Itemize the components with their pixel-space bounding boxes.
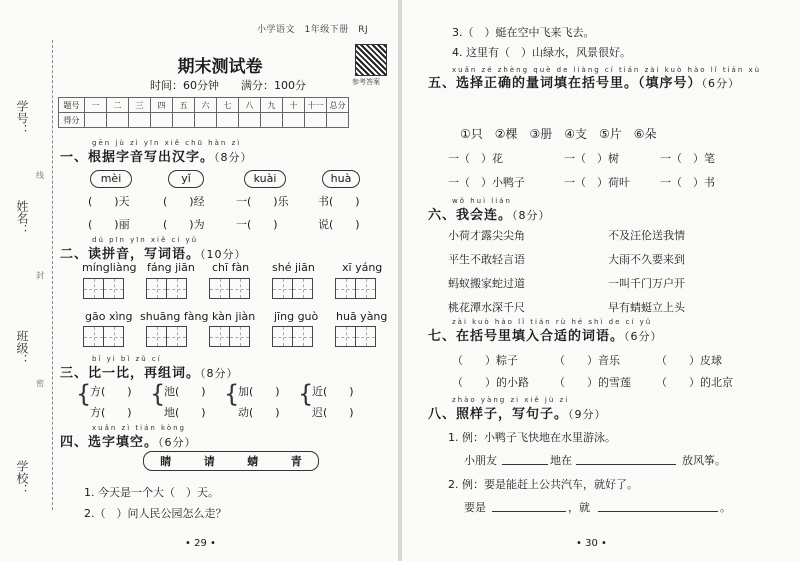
sec5-blank[interactable]: 一（ ）书 — [660, 176, 715, 189]
margin-label-student-id: 学号： — [15, 100, 29, 136]
sec4-pinyin: xuǎn zì tián kòng — [92, 424, 186, 432]
sec4-question[interactable]: 2.（ ）问人民公园怎么走？ — [84, 507, 227, 520]
score-header-cell: 七 — [217, 98, 239, 113]
sec5-title — [428, 73, 778, 95]
sec2-title-text: 二、读拼音，写词语。 — [60, 247, 201, 262]
sec2-pinyin: dú pīn yīn xiě cí yǔ — [92, 236, 199, 244]
sec3-blank[interactable]: 方( ) — [90, 385, 132, 398]
answer-line[interactable] — [598, 511, 718, 512]
sec1-points: （8分） — [214, 151, 253, 164]
sec7-title — [428, 325, 663, 344]
score-cell[interactable] — [107, 113, 129, 128]
margin-label-name: 姓名： — [15, 200, 29, 236]
writing-grid[interactable] — [146, 326, 186, 346]
sec6-title-text: 六、我会连。 — [428, 208, 513, 223]
score-header-cell: 三 — [129, 98, 151, 113]
sec8-text: 放风筝。 — [682, 454, 726, 467]
sec2-points: （10分） — [200, 248, 247, 261]
score-cell[interactable] — [283, 113, 305, 128]
score-cell[interactable] — [217, 113, 239, 128]
match-left-item[interactable]: 小荷才露尖尖角 — [448, 229, 525, 242]
margin-mark-line: 线 — [36, 171, 44, 180]
margin-mark-secret: 密 — [36, 379, 44, 388]
sec7-blank[interactable]: （ ）的小路 — [452, 376, 529, 389]
choice-char: 青 — [290, 455, 302, 468]
sec1-blank[interactable]: ( )为 — [163, 218, 205, 231]
writing-grid[interactable] — [146, 278, 186, 298]
qr-caption: 参考答案 — [352, 78, 380, 86]
sec8-example: 2. 例：要是能赶上公共汽车，就好了。 — [448, 478, 638, 491]
sec5-options: ①只 ②棵 ③册 ④支 ⑤片 ⑥朵 — [460, 127, 657, 141]
sec1-pinyin: gēn jù zì yīn xiě chū hàn zì — [92, 139, 242, 147]
writing-grid[interactable] — [335, 326, 375, 346]
sec1-title-text: 一、根据字音写出汉字。 — [60, 150, 215, 165]
sec5-blank[interactable]: 一（ ）荷叶 — [564, 176, 630, 189]
score-header-cell: 题号 — [59, 98, 85, 113]
brace: { — [224, 380, 240, 408]
sec2-pinyin-label: gāo xìng — [85, 310, 133, 323]
sec5-pinyin: xuǎn zé zhèng què de liàng cí tián zài kuò hào lǐ tián xù — [452, 66, 762, 74]
match-left-item[interactable]: 蚂蚁搬家蛇过道 — [448, 277, 525, 290]
match-right-item[interactable]: 不及汪伦送我情 — [608, 229, 685, 242]
sec3-blank[interactable]: 方( ) — [90, 406, 132, 419]
score-header-cell: 一 — [85, 98, 107, 113]
answer-line[interactable] — [576, 464, 676, 465]
series-label: 小学语文 1年级下册 RJ — [257, 25, 369, 35]
sec8-text: ，就 — [568, 501, 590, 514]
sec3-blank[interactable]: 迟( ) — [312, 406, 354, 419]
sec4-question[interactable]: 4. 这里有（ ）山绿水，风景很好。 — [452, 46, 631, 59]
sec3-pinyin: bǐ yi bǐ zǔ cí — [92, 355, 162, 363]
sec3-blank[interactable]: 动( ) — [238, 406, 280, 419]
sec5-blank[interactable]: 一（ ）树 — [564, 152, 619, 165]
pinyin-bubble: huà — [322, 170, 360, 188]
sec7-title-text: 七、在括号里填入合适的词语。 — [428, 329, 625, 344]
left-page — [0, 0, 398, 561]
answer-line[interactable] — [502, 464, 548, 465]
score-header-cell: 总分 — [327, 98, 349, 113]
score-cell[interactable] — [327, 113, 349, 128]
score-cell[interactable] — [305, 113, 327, 128]
score-header-cell: 六 — [195, 98, 217, 113]
sec4-title — [60, 431, 197, 450]
score-cell[interactable] — [173, 113, 195, 128]
margin-mark-seal: 封 — [36, 271, 44, 280]
score-cell[interactable] — [239, 113, 261, 128]
sec1-title — [60, 146, 253, 165]
sec5-blank[interactable]: 一（ ）花 — [448, 152, 503, 165]
brace: { — [150, 380, 166, 408]
choice-char: 蜻 — [247, 455, 259, 468]
sec7-points: （6分） — [624, 330, 663, 343]
score-cell[interactable] — [129, 113, 151, 128]
sec7-blank[interactable]: （ ）音乐 — [554, 354, 620, 367]
sec8-example: 1. 例：小鸭子飞快地在水里游泳。 — [448, 431, 616, 444]
sec1-blank[interactable]: 一( ) — [236, 218, 278, 231]
page-number-left: • 29 • — [185, 538, 216, 549]
score-header-cell: 五 — [173, 98, 195, 113]
pinyin-bubble: mèi — [90, 170, 132, 188]
sec3-title — [60, 362, 239, 381]
sec2-pinyin-label: míngliàng — [82, 261, 137, 274]
choice-char: 请 — [203, 455, 215, 468]
qr-code[interactable] — [355, 44, 387, 76]
sec8-points: （9分） — [568, 408, 607, 421]
sec3-blank[interactable]: 池( ) — [164, 385, 206, 398]
right-page — [402, 0, 800, 561]
sec4-choice-box — [143, 451, 319, 471]
score-header-cell: 十 — [283, 98, 305, 113]
sec7-pinyin: zài kuò hào lǐ tián rù hé shì de cí yǔ — [452, 318, 653, 326]
sec3-blank[interactable]: 近( ) — [312, 385, 354, 398]
writing-grid[interactable] — [272, 326, 312, 346]
exam-subtitle: 时间：60分钟 满分：100分 — [150, 79, 306, 92]
sec3-blank[interactable]: 地( ) — [164, 406, 206, 419]
score-header-cell: 十一 — [305, 98, 327, 113]
binding-line — [52, 40, 53, 510]
sec4-points: （6分） — [158, 436, 197, 449]
score-cell[interactable] — [261, 113, 283, 128]
pinyin-bubble: yǐ — [168, 170, 204, 188]
sec2-pinyin-label: huā yàng — [336, 310, 388, 323]
pinyin-bubble: kuài — [244, 170, 286, 188]
score-row-label: 得分 — [59, 113, 85, 128]
sec8-text: 。 — [720, 501, 731, 514]
sec3-title-text: 三、比一比，再组词。 — [60, 366, 201, 381]
sec6-pinyin: wǒ huì lián — [452, 197, 512, 205]
choice-char: 睛 — [160, 455, 172, 468]
sec7-blank[interactable]: （ ）皮球 — [656, 354, 722, 367]
brace: { — [76, 380, 92, 408]
sec8-title — [428, 403, 607, 422]
sec1-blank[interactable]: 说( ) — [318, 218, 360, 231]
score-header-cell: 二 — [107, 98, 129, 113]
writing-grid[interactable] — [83, 278, 123, 298]
writing-grid[interactable] — [272, 278, 312, 298]
writing-grid[interactable] — [83, 326, 123, 346]
sec3-points: （8分） — [200, 367, 239, 380]
margin-label-school: 学校： — [15, 460, 29, 496]
sec8-title-text: 八、照样子，写句子。 — [428, 407, 569, 422]
sec1-blank[interactable]: ( )经 — [163, 195, 205, 208]
writing-grid[interactable] — [335, 278, 375, 298]
exam-title: 期末测试卷 — [177, 57, 263, 77]
score-table — [58, 97, 349, 128]
sec2-pinyin-label: chī fàn — [212, 261, 250, 274]
match-right-item[interactable]: 大雨不久要来到 — [608, 253, 685, 266]
sec8-text: 小朋友 — [464, 454, 497, 467]
sec8-pinyin: zhào yàng zi xiě jù zi — [452, 396, 570, 404]
sec1-blank[interactable]: ( )天 — [88, 195, 130, 208]
score-cell[interactable] — [151, 113, 173, 128]
match-right-item[interactable]: 一叫千门万户开 — [608, 277, 685, 290]
sec4-question[interactable]: 1. 今天是一个大（ ）天。 — [84, 486, 219, 499]
sec2-pinyin-label: shé jiān — [272, 261, 315, 274]
sec7-blank[interactable]: （ ）的雪莲 — [554, 376, 631, 389]
match-left-item[interactable]: 桃花潭水深千尺 — [448, 301, 525, 314]
sec8-text: 要是 — [464, 501, 486, 514]
sec6-points: （8分） — [512, 209, 551, 222]
sec5-points: （6分） — [701, 77, 741, 90]
sec8-text: 地在 — [550, 454, 572, 467]
sec2-pinyin-label: fáng jiān — [147, 261, 195, 274]
answer-line[interactable] — [492, 511, 566, 512]
sec1-blank[interactable]: ( )丽 — [88, 218, 130, 231]
sec3-blank[interactable]: 加( ) — [238, 385, 280, 398]
sec5-blank[interactable]: 一（ ）笔 — [660, 152, 715, 165]
page-number-right: • 30 • — [576, 538, 607, 549]
sec4-question[interactable]: 3.（ ）蜓在空中飞来飞去。 — [452, 26, 595, 39]
sec5-blank[interactable]: 一（ ）小鸭子 — [448, 176, 525, 189]
sec2-pinyin-label: jīng guò — [274, 310, 319, 323]
sec1-blank[interactable]: 书( ) — [318, 195, 360, 208]
sec2-pinyin-label: xī yáng — [342, 261, 383, 274]
score-cell[interactable] — [195, 113, 217, 128]
sec2-title — [60, 243, 247, 262]
sec2-pinyin-label: kàn jiàn — [212, 310, 256, 323]
score-header-cell: 八 — [239, 98, 261, 113]
brace: { — [298, 380, 314, 408]
margin-label-class: 班级： — [15, 330, 29, 366]
sec6-title — [428, 204, 551, 223]
sec7-blank[interactable]: （ ）粽子 — [452, 354, 518, 367]
sec4-title-text: 四、选字填空。 — [60, 435, 159, 450]
match-left-item[interactable]: 平生不敢轻言语 — [448, 253, 525, 266]
writing-grid[interactable] — [209, 278, 249, 298]
sec7-blank[interactable]: （ ）的北京 — [656, 376, 733, 389]
score-header-cell: 九 — [261, 98, 283, 113]
score-header-cell: 四 — [151, 98, 173, 113]
sec5-title-text: 五、选择正确的量词填在括号里。（填序号） — [428, 76, 702, 91]
sec1-blank[interactable]: 一( )乐 — [236, 195, 289, 208]
match-right-item[interactable]: 早有蜻蜓立上头 — [608, 301, 685, 314]
score-cell[interactable] — [85, 113, 107, 128]
sec2-pinyin-label: shuāng fàng — [140, 310, 209, 323]
writing-grid[interactable] — [209, 326, 249, 346]
